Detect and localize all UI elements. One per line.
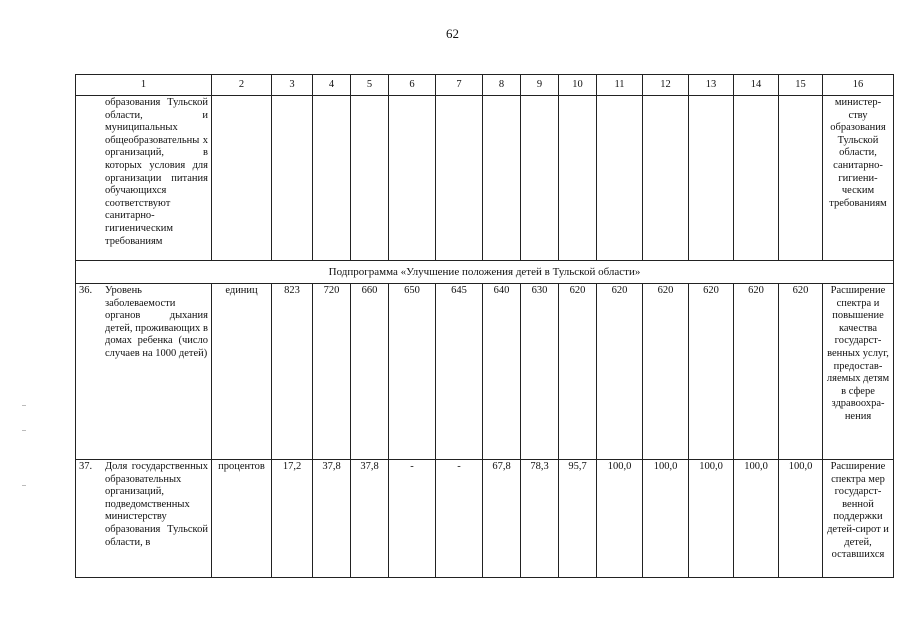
col-header: 15 <box>779 75 823 96</box>
value-cell: 645 <box>436 284 483 460</box>
value-cell: 720 <box>313 284 351 460</box>
col-header: 1 <box>76 75 212 96</box>
col-header: 14 <box>734 75 779 96</box>
value-cell: 78,3 <box>521 460 559 578</box>
col-header: 12 <box>643 75 689 96</box>
value-cell: 630 <box>521 284 559 460</box>
page-number: 62 <box>446 26 459 41</box>
scan-mark <box>22 405 26 406</box>
indicators-table <box>75 74 894 578</box>
subprogram-row <box>76 261 894 284</box>
subprogram-title: Подпрограмма «Улучшение положения детей в Тульской области» <box>76 261 894 284</box>
continued-row <box>76 96 894 261</box>
value-cell: - <box>436 460 483 578</box>
value-cell: 620 <box>779 284 823 460</box>
value-cell: 620 <box>689 284 734 460</box>
value-cell: 100,0 <box>734 460 779 578</box>
col-header: 3 <box>272 75 313 96</box>
col-header: 7 <box>436 75 483 96</box>
value-cell: 37,8 <box>313 460 351 578</box>
row-number: 36. <box>79 285 93 296</box>
col-header: 9 <box>521 75 559 96</box>
row-number: 37. <box>79 461 93 472</box>
col-header: 13 <box>689 75 734 96</box>
value-cell: 37,8 <box>351 460 389 578</box>
col-header: 5 <box>351 75 389 96</box>
value-cell: 650 <box>389 284 436 460</box>
indicator-cell <box>76 96 212 261</box>
value-cell: - <box>389 460 436 578</box>
col-header: 8 <box>483 75 521 96</box>
column-number-header-row <box>76 75 894 96</box>
col-header: 6 <box>389 75 436 96</box>
value-cell: 67,8 <box>483 460 521 578</box>
value-cell: 100,0 <box>643 460 689 578</box>
result-cell: Расширение спектра и повышение качества государст-венных услуг, предостав-ляемых детям в сфере здравоохра-нения <box>823 284 894 460</box>
scan-mark <box>22 430 26 431</box>
value-cell: 660 <box>351 284 389 460</box>
col-header: 11 <box>597 75 643 96</box>
col-header: 2 <box>212 75 272 96</box>
table-row <box>76 284 894 460</box>
value-cell: 620 <box>559 284 597 460</box>
value-cell: 620 <box>643 284 689 460</box>
scan-mark <box>22 485 26 486</box>
value-cell: 620 <box>734 284 779 460</box>
indicator-cell <box>76 460 212 578</box>
indicator-text: образования Тульской области, и муниципальных общеобразовательны х организаций, в которых условия для организации питания обучающихся соответствуют санитарно-гигиеническим требованиям <box>105 97 208 247</box>
value-cell: 17,2 <box>272 460 313 578</box>
value-cell: 100,0 <box>779 460 823 578</box>
unit-cell: процентов <box>212 460 272 578</box>
value-cell: 640 <box>483 284 521 460</box>
indicator-text: Доля государственных образовательных организаций, подведомственных министерству образования Тульской области, в <box>105 461 208 548</box>
indicator-text: Уровень заболеваемости органов дыхания детей, проживающих в домах ребенка (число случаев на 1000 детей) <box>105 285 208 359</box>
table-row <box>76 460 894 578</box>
indicator-cell <box>76 284 212 460</box>
value-cell: 100,0 <box>597 460 643 578</box>
col-header: 16 <box>823 75 894 96</box>
value-cell: 823 <box>272 284 313 460</box>
result-cell: Расширение спектра мер государст-венной поддержки детей-сирот и детей, оставшихся <box>823 460 894 578</box>
col-header: 4 <box>313 75 351 96</box>
unit-cell: единиц <box>212 284 272 460</box>
col-header: 10 <box>559 75 597 96</box>
value-cell: 100,0 <box>689 460 734 578</box>
value-cell: 95,7 <box>559 460 597 578</box>
result-cell: министер-ству образования Тульской области, санитарно-гигиени-ческим требованиям <box>823 96 894 261</box>
value-cell: 620 <box>597 284 643 460</box>
